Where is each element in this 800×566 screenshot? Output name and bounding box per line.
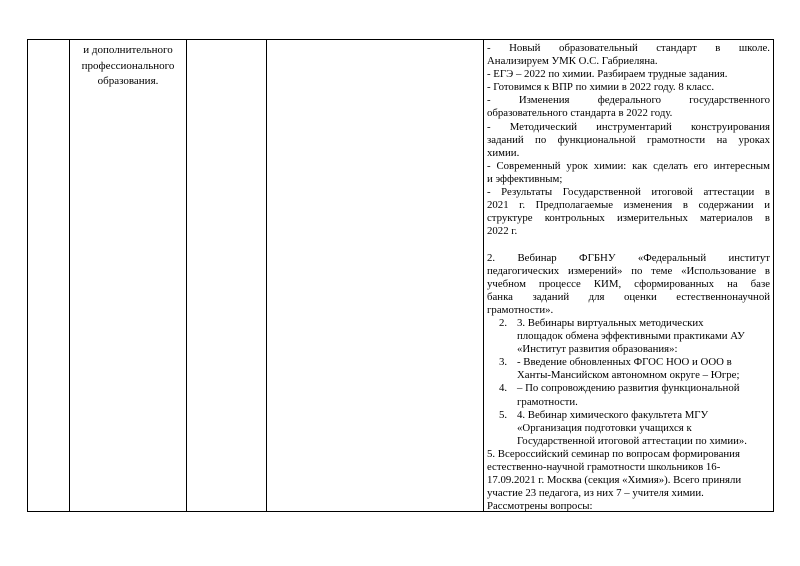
text-line: 5. Всероссийский семинар по вопросам формирования	[487, 447, 740, 460]
list-item	[487, 382, 770, 408]
list-marker: 5.	[499, 408, 508, 421]
text-line: - Современный урок химии: как сделать его интересным	[487, 159, 770, 172]
paragraph	[487, 81, 770, 94]
text-line: грамотности».	[487, 303, 554, 316]
text-line: химии.	[487, 146, 520, 159]
text-line: «Организация подготовки учащихся к	[517, 421, 692, 434]
text-line: педагогических измерений» по теме «Использование в	[487, 264, 770, 277]
paragraph	[487, 68, 770, 81]
left-cell	[70, 40, 187, 511]
text-line: участие 23 педагога, из них 7 – учителя химии.	[487, 487, 704, 500]
text-line: заданий по функциональной грамотности на уроках	[487, 133, 770, 146]
table-cell-3-empty	[187, 40, 267, 511]
text-line: «Институт развития образования»:	[517, 343, 678, 356]
text-line: – По сопровождению развития функциональной	[517, 382, 740, 395]
text-line: Ханты-Мансийском автономном округе – Югре;	[517, 369, 740, 382]
text-line: Государственной итоговой аттестации по химии».	[517, 434, 748, 447]
text-line: - Изменения федерального государственного	[487, 94, 770, 107]
list-marker: 3.	[499, 356, 508, 369]
paragraph	[487, 94, 770, 120]
text-line: 2021 г. Предполагаемые изменения в содержании и	[487, 199, 770, 212]
text-line: 3. Вебинары виртуальных методических	[517, 316, 704, 329]
text-line: 4. Вебинар химического факультета МГУ	[517, 408, 709, 421]
table-cell-1-empty	[28, 40, 70, 511]
text-line: - Готовимся к ВПР по химии в 2022 году. 8 класс.	[487, 81, 715, 94]
list-item-text	[517, 356, 770, 382]
list-marker: 2.	[499, 316, 508, 329]
text-line: Рассмотрены вопросы:	[487, 500, 593, 511]
table-cell-4-empty	[267, 40, 484, 511]
document-table	[27, 39, 774, 512]
list-item	[487, 356, 770, 382]
paragraph	[487, 42, 770, 68]
list-item	[487, 409, 770, 448]
blank-line	[487, 238, 770, 251]
paragraph	[487, 186, 770, 238]
text-line: 17.09.2021 г. Москва (секция «Химия»). Всего приняли	[487, 474, 742, 487]
text-line: Анализируем УМК О.С. Габриеляна.	[487, 55, 658, 68]
text-line: - Методический инструментарий конструирования	[487, 120, 770, 133]
content-cell	[484, 40, 773, 511]
paragraph	[487, 160, 770, 186]
text-line: - ЕГЭ – 2022 по химии. Разбираем трудные задания.	[487, 68, 728, 81]
list-item	[487, 317, 770, 356]
text-line: - Новый образовательный стандарт в школе.	[487, 42, 770, 54]
list-marker: 4.	[499, 382, 508, 395]
left-cell-line: образования.	[97, 75, 159, 87]
text-line: банка заданий для оценки естественнонаучной	[487, 290, 770, 303]
text-line: учебном процессе КИМ, сформированных на базе	[487, 277, 770, 290]
text-line: грамотности.	[517, 395, 578, 408]
text-line: и эффективным;	[487, 172, 563, 185]
paragraph	[487, 121, 770, 160]
text-line: - Результаты Государственной итоговой аттестации в	[487, 186, 770, 199]
left-cell-line: и дополнительного	[83, 44, 173, 56]
paragraph	[487, 252, 770, 317]
text-line: - Введение обновленных ФГОС НОО и ООО в	[517, 356, 732, 369]
list-item-text	[517, 317, 770, 356]
list-item-text	[517, 382, 770, 408]
text-line: площадок обмена эффективными практиками АУ	[517, 330, 745, 343]
text-line: образовательного стандарта в 2022 году.	[487, 107, 673, 120]
text-line: 2. Вебинар ФГБНУ «Федеральный институт	[487, 251, 770, 264]
list-item-text	[517, 409, 770, 448]
text-line: структуре контрольных измерительных материалов в	[487, 212, 770, 225]
paragraph	[487, 448, 770, 511]
text-line: естественно-научной грамотности школьников 16-	[487, 461, 721, 473]
text-line: 2022 г.	[487, 225, 518, 238]
left-cell-line: профессионального	[81, 59, 175, 72]
